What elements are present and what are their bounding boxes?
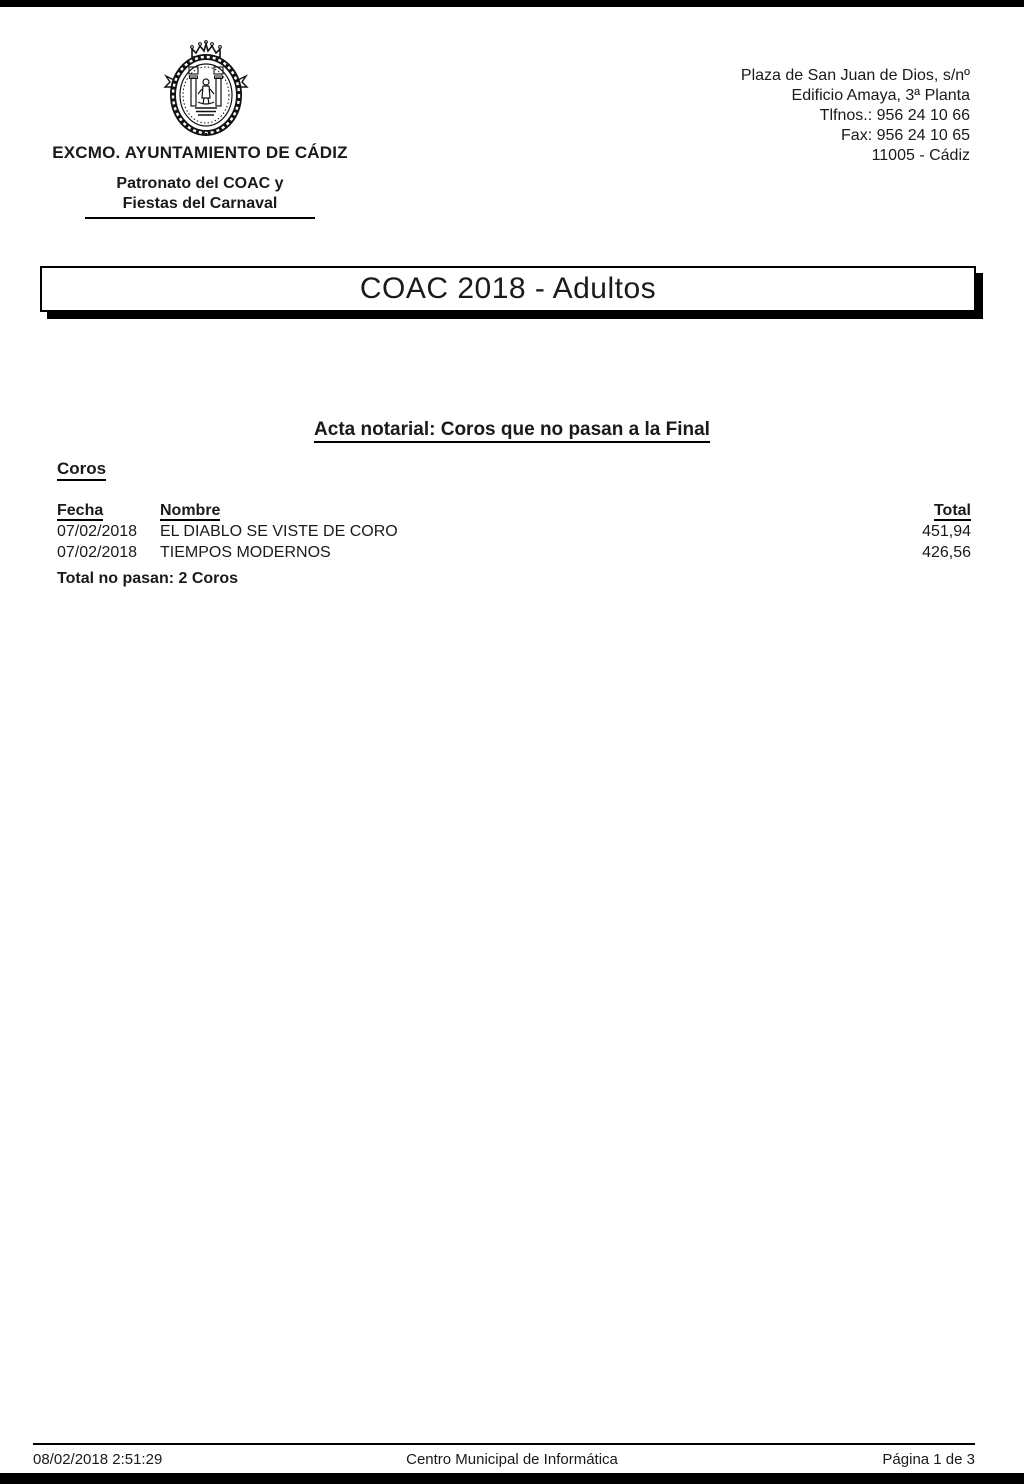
- title-box: [40, 266, 976, 312]
- column-header-fecha: Fecha: [57, 502, 104, 519]
- footer-datetime: 08/02/2018 2:51:29: [33, 1451, 163, 1468]
- table-row: [57, 542, 971, 563]
- section-heading: [0, 419, 1024, 441]
- column-header-nombre: Nombre: [160, 502, 221, 519]
- cell-fecha: 07/02/2018: [57, 544, 138, 561]
- top-black-bar: [0, 0, 1024, 7]
- department-underline: [85, 217, 315, 219]
- page-title: COAC 2018 - Adultos: [359, 272, 657, 305]
- org-name: EXCMO. AYUNTAMIENTO DE CÁDIZ: [52, 143, 348, 162]
- table-row: [57, 521, 971, 542]
- footer-page-number: Página 1 de 3: [882, 1451, 975, 1468]
- cell-fecha: 07/02/2018: [57, 523, 138, 540]
- cell-total: 451,94: [922, 523, 971, 540]
- column-header-total: Total: [933, 502, 971, 519]
- address-line: Fax: 956 24 10 65: [841, 127, 970, 144]
- address-line: 11005 - Cádiz: [871, 147, 970, 164]
- table-header-row: [57, 500, 971, 521]
- department-line2: Fiestas del Carnaval: [122, 195, 278, 212]
- cell-total: 426,56: [922, 544, 971, 561]
- department-line1: Patronato del COAC y: [116, 175, 284, 192]
- group-heading-text: Coros: [57, 459, 106, 481]
- footer-center-text: Centro Municipal de Informática: [406, 1451, 618, 1468]
- address-line: Edificio Amaya, 3ª Planta: [791, 87, 970, 104]
- cell-nombre: EL DIABLO SE VISTE DE CORO: [160, 523, 398, 540]
- group-heading: [57, 459, 106, 479]
- section-heading-text: Acta notarial: Coros que no pasan a la Final: [314, 419, 710, 443]
- total-summary: Total no pasan: 2 Coros: [57, 570, 239, 587]
- cell-nombre: TIEMPOS MODERNOS: [160, 544, 331, 561]
- footer-divider: [33, 1443, 975, 1445]
- address-line: Plaza de San Juan de Dios, s/nº: [740, 67, 970, 84]
- address-block: [550, 66, 970, 166]
- department-name: [20, 174, 380, 214]
- results-table: [57, 500, 971, 563]
- footer: [0, 1450, 1024, 1470]
- cadiz-crest-icon: [162, 40, 250, 136]
- address-line: Tlfnos.: 956 24 10 66: [819, 107, 970, 124]
- bottom-black-bar: [0, 1473, 1024, 1484]
